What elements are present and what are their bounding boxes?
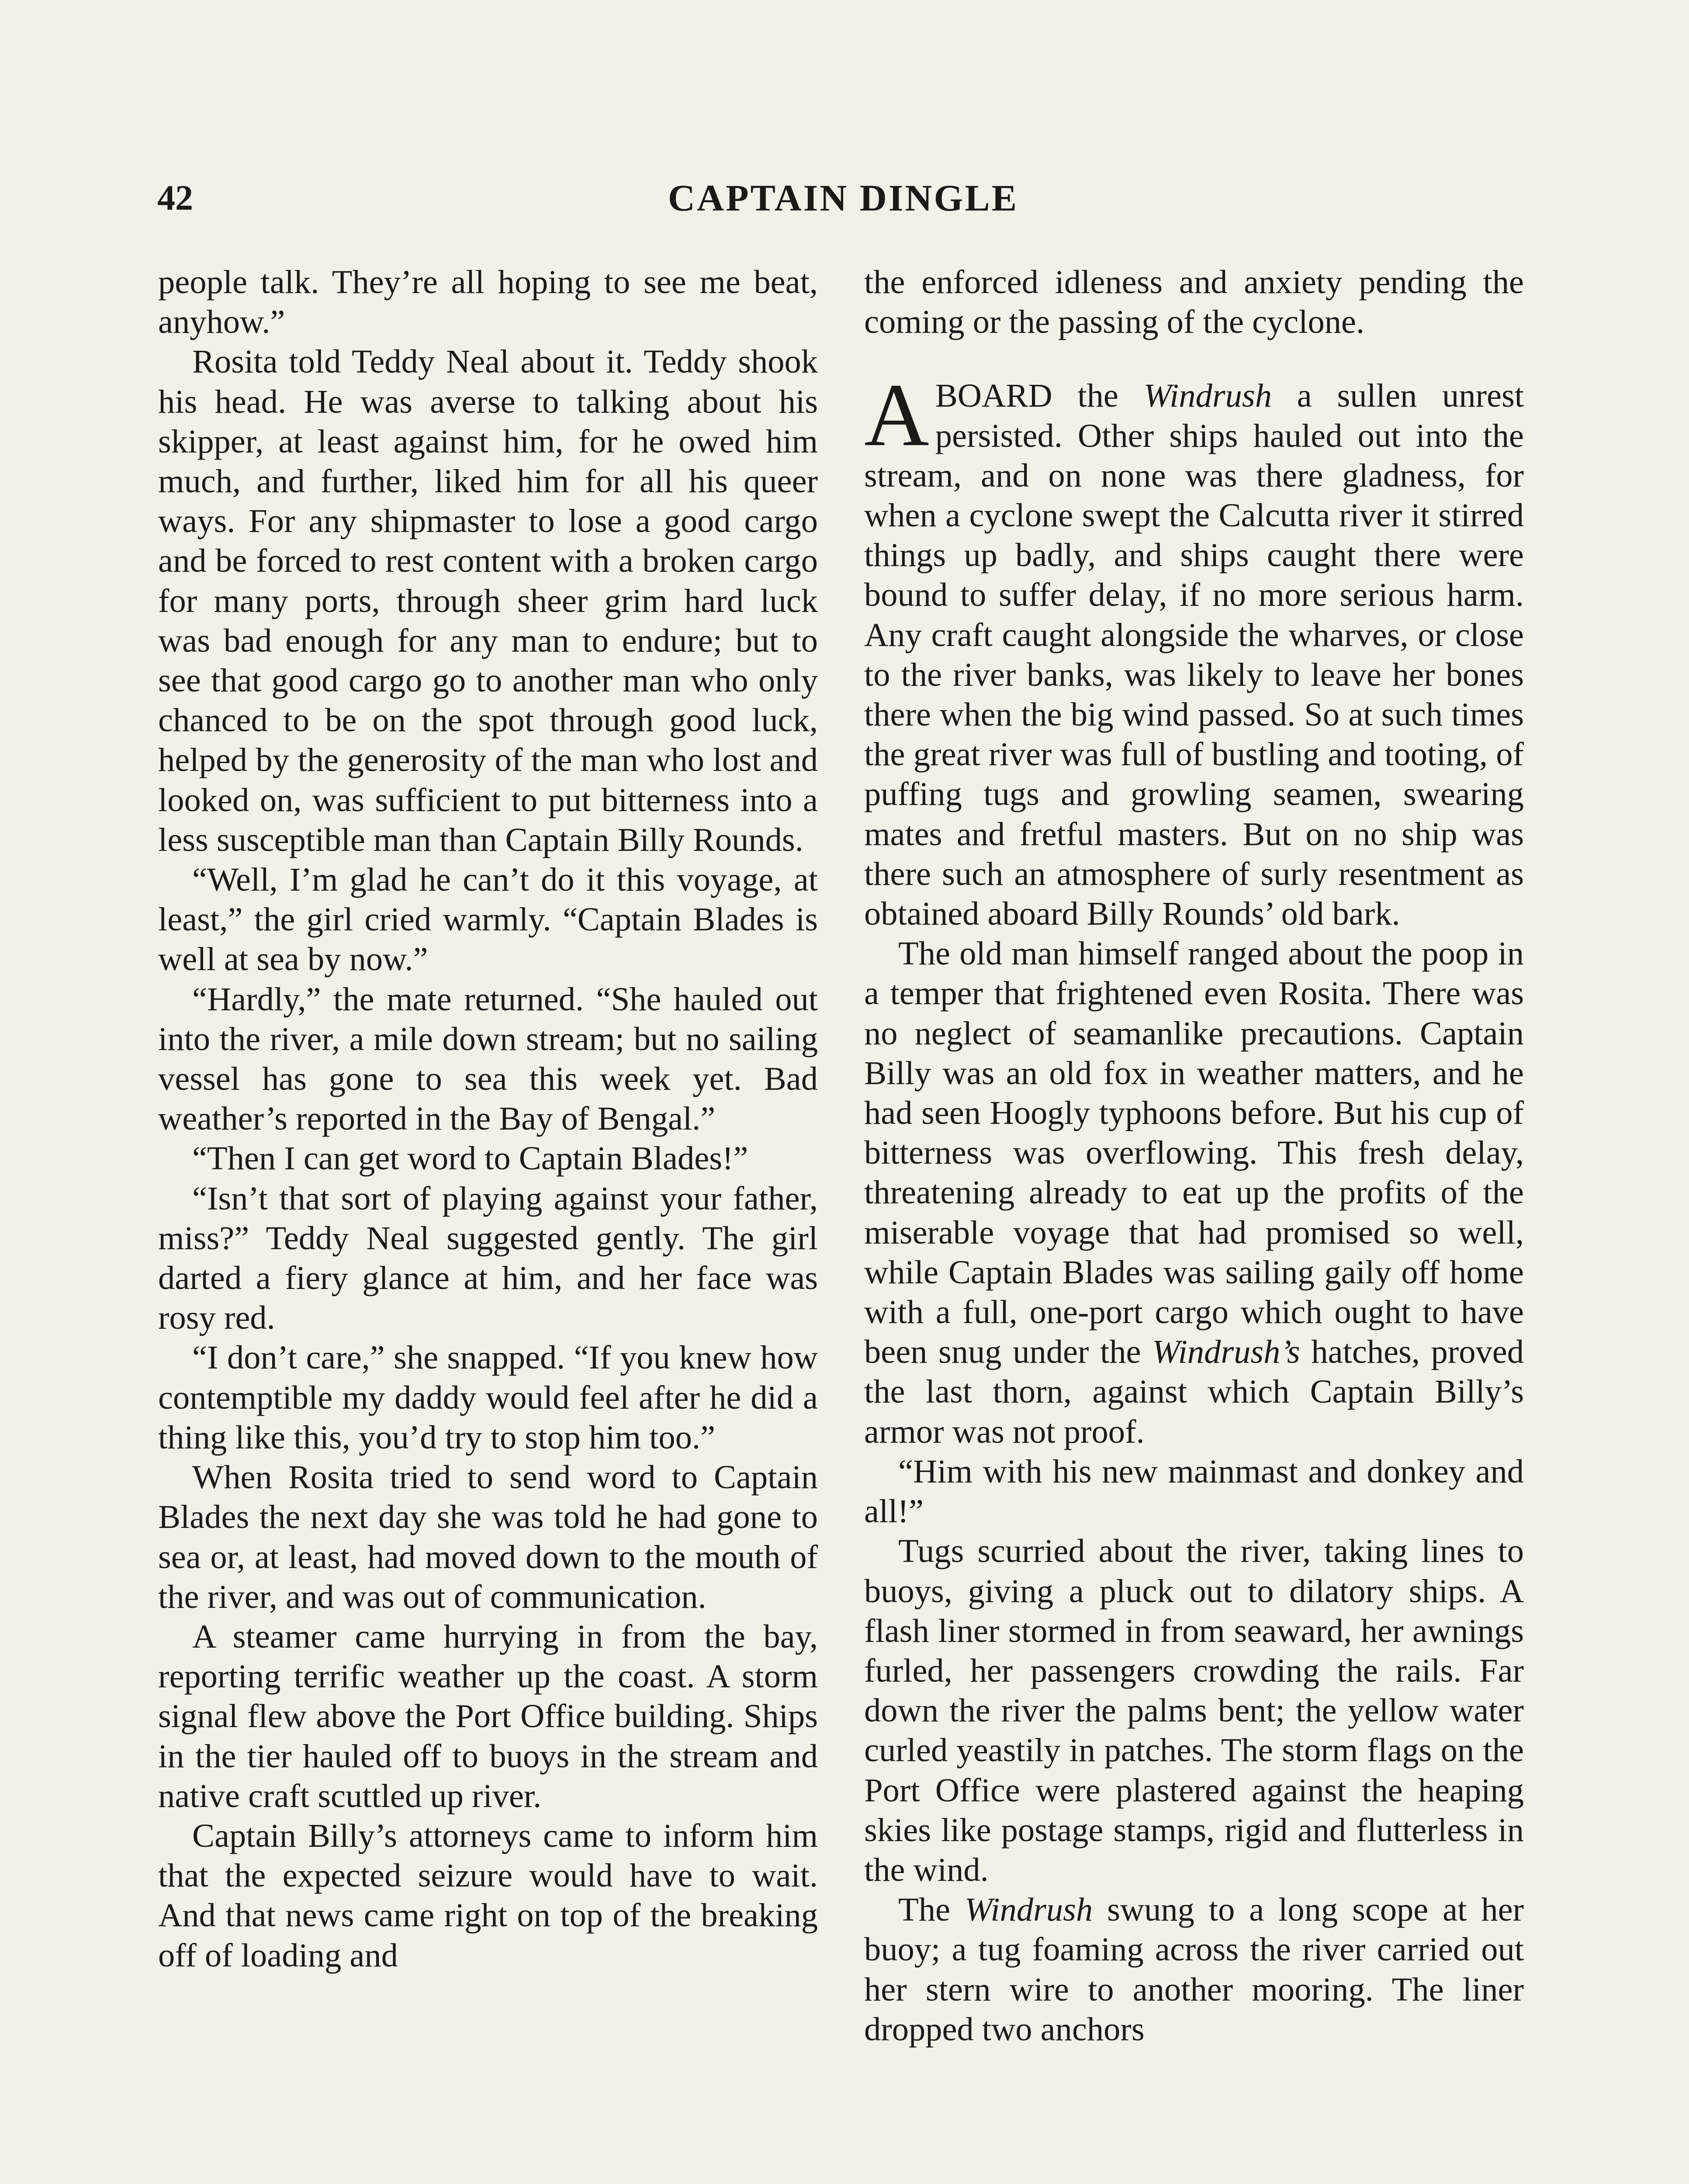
paragraph: people talk. They’re all hoping to see me beat, anyhow.” xyxy=(158,263,818,341)
paragraph-text: swung to a long scope at her buoy; a tug foaming across the river carried out her stern wire to another mooring. The liner dropped two anchors xyxy=(864,1891,1524,2048)
paragraph xyxy=(864,1890,1524,2049)
paragraph: A steamer came hurrying in from the bay, reporting terrific weather up the coast. A storm signal flew above the Port Office building. Ships in the tier hauled off to buoys in the stream and native craft scuttled up river. xyxy=(158,1617,818,1814)
ship-name: Windrush xyxy=(1143,377,1272,415)
paragraph: “Well, I’m glad he can’t do it this voyage, at least,” the girl cried warmly. “Captain Blades is well at sea by now.” xyxy=(158,861,818,978)
paragraph: “Then I can get word to Captain Blades!” xyxy=(192,1140,748,1177)
paragraph: Rosita told Teddy Neal about it. Teddy shook his head. He was averse to talking about his skipper, at least against him, for he owed him much, and further, liked him for all his queer ways. For any shipmaster to lose a good cargo and be forced to rest content with a broken cargo for many ports, through sheer grim hard luck was bad enough for any man to endure; but to see that good cargo go to another man who only chanced to be on the spot through good luck, helped by the generosity of the man who lost and looked on, was sufficient to put bitterness into a less susceptible man than Captain Billy Rounds. xyxy=(158,343,818,858)
drop-cap: A xyxy=(864,365,929,465)
paragraph: “Him with his new mainmast and donkey and all!” xyxy=(864,1452,1524,1530)
paragraph: “Isn’t that sort of playing against your father, miss?” Teddy Neal suggested gently. The girl darted a fiery glance at him, and her face was rosy red. xyxy=(158,1179,818,1337)
paragraph-text: hatches, proved the last thorn, against which Captain Billy’s armor was not proof. xyxy=(864,1333,1524,1450)
paragraph: “Hardly,” the mate returned. “She hauled out into the river, a mile down stream; but no sailing vessel has gone to sea this week yet. Bad weather’s reported in the Bay of Bengal.” xyxy=(158,980,818,1137)
paragraph: the enforced idleness and anxiety pending the coming or the passing of the cyclone. xyxy=(864,263,1524,341)
section-opening-paragraph xyxy=(864,365,1524,933)
section-lead-text: BOARD the xyxy=(935,377,1144,415)
ship-name: Windrush’s xyxy=(1152,1333,1300,1371)
left-column xyxy=(158,262,818,1975)
paragraph: Tugs scurried about the river, taking lines to buoys, giving a pluck out to dilatory ships. A flash liner stormed in from seaward, her awnings furled, her passengers crowding the rails. Far down the river the palms bent; the yellow water curled yeastily in patches. The storm flags on the Port Office were plastered against the heaping skies like postage stamps, rigid and flutterless in the wind. xyxy=(864,1532,1524,1888)
ship-name: Windrush xyxy=(964,1891,1093,1928)
paragraph: “I don’t care,” she snapped. “If you knew how contemptible my daddy would feel after he did a thing like this, you’d try to stop him too.” xyxy=(158,1339,818,1456)
section-body-text: a sullen unrest persisted. Other ships hauled out into the stream, and on none was there gladness, for when a cyclone swept the Calcutta river it stirred things up badly, and ships caught there were bound to suffer delay, if no more serious harm. Any craft caught alongside the wharves, or close to the river banks, was likely to leave her bones there when the big wind passed. So at such times the great river was full of bustling and tooting, of puffing tugs and growling seamen, swearing mates and fretful masters. But on no ship was there such an atmosphere of surly resentment as obtained aboard Billy Rounds’ old bark. xyxy=(864,377,1524,933)
right-column xyxy=(864,262,1524,2049)
running-title: CAPTAIN DINGLE xyxy=(668,177,1019,219)
paragraph-text: The old man himself ranged about the poop in a temper that frightened even Rosita. There was no neglect of seamanlike precautions. Captain Billy was an old fox in weather matters, and he had seen Hoogly typhoons before. But his cup of bitterness was overflowing. This fresh delay, threatening already to eat up the profits of the miserable voyage that had promised so well, while Captain Blades was sailing gaily off home with a full, one-port cargo which ought to have been snug under the xyxy=(864,935,1524,1371)
page-number: 42 xyxy=(157,178,193,218)
paragraph: Captain Billy’s attorneys came to inform him that the expected seizure would have to wait. And that news came right on top of the breaking off of loading and xyxy=(158,1817,818,1974)
paragraph xyxy=(864,933,1524,1451)
page-header xyxy=(157,174,1529,222)
paragraph: When Rosita tried to send word to Captain Blades the next day she was told he had gone to sea or, at least, had moved down to the mouth of the river, and was out of communication. xyxy=(158,1458,818,1615)
paragraph-text: The xyxy=(898,1891,965,1928)
